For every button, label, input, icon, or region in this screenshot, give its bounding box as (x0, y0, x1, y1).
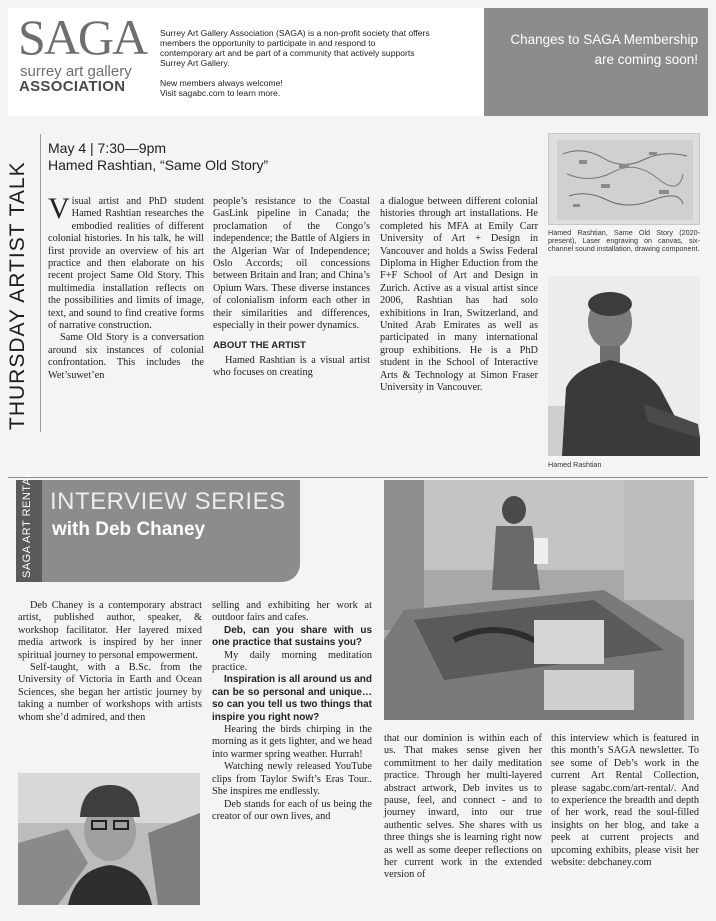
portrait-caption: Hamed Rashtian (548, 460, 602, 469)
deb-chaney-photo (18, 773, 200, 905)
interview-column-2 (212, 600, 372, 823)
saga-logo: SAGA (18, 9, 147, 65)
studio-illustration (384, 480, 694, 720)
question-2: Inspiration is all around us and can be so personal and unique…so can you tell us two things that inspire you right now? (212, 674, 372, 723)
interview-paragraph-1: Deb Chaney is a contemporary abstract artist, published author, speaker, & workshop facilitator. Her layered mixed media artwork is inspired by her inner spiritual journey to personal empowerment. (18, 600, 202, 661)
logo-subtitle: surrey art gallery (20, 63, 132, 80)
interview-paragraph-3: selling and exhibiting her work at outdoor fairs and cafes. (212, 600, 372, 624)
section-label-artist-talk: THURSDAY ARTIST TALK (6, 161, 29, 430)
header (8, 8, 708, 116)
interview-column-3 (384, 733, 542, 882)
banner-text (498, 30, 698, 70)
answer-3: Watching newly released YouTube clips from Taylor Swift’s Eras Tour.. She inspires me endlessly. (212, 761, 372, 798)
portrait-illustration (548, 276, 700, 456)
banner-line-1: Changes to SAGA Membership (510, 32, 698, 47)
artwork-image (548, 133, 700, 225)
hamed-portrait (548, 276, 700, 456)
talk-paragraph-1-text: isual artist and PhD student Hamed Rashtian researches the embodied realities of different colonial histories. In his talk, he will first provide an overview of his art practice and then elaborate on his recent project Same Old Story. This multimedia installation reflects on the possibilities and limits of image, text, and sound to find creative forms of narrative construction. (48, 196, 204, 332)
answer-1: My daily morning meditation practice. (212, 649, 372, 674)
section-separator (8, 477, 708, 478)
talk-paragraph-3: people’s resistance to the Coastal GasLink pipeline in Canada; the proclamation of the Congo’s independence; the Battle of Algiers in the Algerian War of Independence; Oslo Accords; oil concessions between Britain and Iran; and China’s Opium Wars. These diverse instances of colonialism inform each other in their similarities and differences, especially in their power dynamics. (213, 196, 370, 332)
logo-association: ASSOCIATION (19, 78, 126, 95)
talk-paragraph-5: a dialogue between different colonial histories through art installations. He completed his MFA at Emily Carr University of Art + Design in Vancouver and holds a Swiss Federal Diploma in Higher Eduction from the F+F School of Art and Design in Zurich. Active as a visual artist since 2006, Rashtian has had solo exhibitions in Iran, Switzerland, and United Arab Emirates as well as participated in many international group exhibitions. He is a PhD student in the School of Interactive Arts & Technology at Simon Fraser University in Vancouver. (380, 196, 538, 394)
drop-cap: V (48, 192, 70, 225)
answer-4: Deb stands for each of us being the creator of our own lives, and (212, 798, 372, 822)
interview-title-box (42, 480, 300, 582)
interview-series-title: INTERVIEW SERIES (50, 488, 286, 515)
talk-column-2 (213, 196, 370, 380)
talk-paragraph-1 (48, 192, 204, 332)
banner-line-2: are coming soon! (594, 52, 698, 67)
interview-paragraph-2: Self-taught, with a B.Sc. from the University of Victoria in Earth and Ocean Sciences, she began her artistic journey by taking a number of workshops with artists whom she’d admired, and then (18, 662, 202, 723)
interview-column-4 (551, 733, 699, 869)
section-label-art-rental: SAGA ART RENTAL (21, 470, 33, 578)
artwork-illustration (549, 134, 700, 225)
interview-subject: with Deb Chaney (52, 519, 206, 540)
vertical-divider (40, 134, 41, 432)
association-blurb: Surrey Art Gallery Association (SAGA) is a non-profit society that offers members the opportunity to participate in and respond to contemporary art and be part of a community that actively supports Surrey Art Gallery. (160, 28, 430, 68)
talk-column-1 (48, 192, 204, 382)
interview-column-1 (18, 600, 202, 724)
talk-paragraph-2: Same Old Story is a conversation around six instances of colonial confrontation. This includes the Wet’suwet’en (48, 332, 204, 381)
about-artist-heading: ABOUT THE ARTIST (213, 340, 306, 352)
membership-note (160, 78, 430, 98)
membership-banner (484, 8, 708, 116)
talk-date-time: May 4 | 7:30—9pm (48, 140, 167, 156)
talk-paragraph-4: Hamed Rashtian is a visual artist who focuses on creating (213, 354, 370, 379)
visit-line: Visit sagabc.com to learn more. (160, 88, 281, 98)
interview-paragraph-c4: this interview which is featured in this month’s SAGA newsletter. To see some of Deb’s work in the current Art Rental Collection, please sagabc.com/art-rental/. And to experience the breadth and depth of her work, read the soul-filled insights on her blog, and take a peek at current projects and upcoming exhibits, please visit her website: debchaney.com (551, 733, 699, 869)
talk-column-3 (380, 196, 538, 395)
question-1: Deb, can you share with us one practice that sustains you? (212, 624, 372, 649)
deb-illustration (18, 773, 200, 905)
welcome-line: New members always welcome! (160, 78, 283, 88)
answer-2: Hearing the birds chirping in the morning as it gets lighter, and we head into warmer spring weather. Hurrah! (212, 724, 372, 760)
talk-title: Hamed Rashtian, “Same Old Story” (48, 157, 269, 173)
artwork-caption: Hamed Rashtian, Same Old Story (2020-present), Laser engraving on canvas, six-channel sound installation, drawing component. (548, 228, 700, 254)
studio-photo (384, 480, 694, 720)
interview-paragraph-c3: that our dominion is within each of us. That makes sense given her commitment to her daily meditation practice. Through her multi-layered abstract artwork, Deb invites us to pause, feel, and connect - and to journey inward, into our true authentic selves. She shares with us three things she is learning right now as well as some deeper reflections on her current work in the extended version of (384, 733, 542, 881)
